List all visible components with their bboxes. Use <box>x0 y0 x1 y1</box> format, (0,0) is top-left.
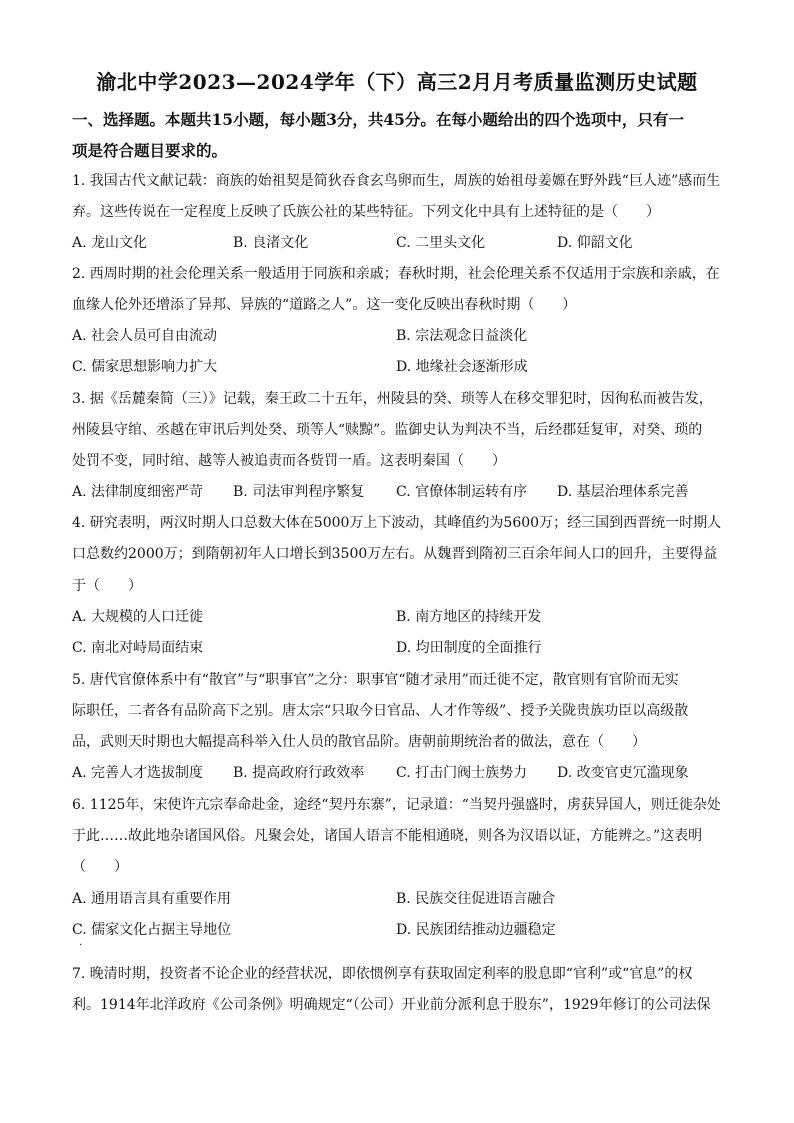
question-3-option-b: B. 司法审判程序繁复 <box>233 484 365 500</box>
question-2-option-b: B. 宗法观念日益淡化 <box>396 328 528 344</box>
question-5-line: 际职任，二者各有品阶高下之别。唐太宗“只取今日官品、人才作等级”、授予关陇贵族功臣以高级散 <box>72 703 689 719</box>
question-3-line: 3. 据《岳麓秦简（三）》记载，秦王政二十五年，州陵县的癸、琐等人在移交罪犯时，因徇私而被告发， <box>72 391 713 407</box>
question-6-option-c: C. 儒家文化占据主导地位 <box>72 922 232 938</box>
question-6-line: （ ） <box>72 859 128 875</box>
question-4-option-a: A. 大规模的人口迁徙 <box>72 609 204 625</box>
question-4-option-b: B. 南方地区的持续开发 <box>396 609 542 625</box>
question-7-line: 7. 晚清时期，投资者不论企业的经营状况，即依惯例享有获取固定利率的股息即“官利”或“官息”的权 <box>72 966 693 982</box>
question-1-option-c: C. 二里头文化 <box>396 235 486 251</box>
section-heading-line: 项是符合题目要求的。 <box>72 141 228 160</box>
section-heading <box>72 104 724 166</box>
question-1-option-b: B. 良渚文化 <box>233 235 309 251</box>
question-7-line: 利。1914年北洋政府《公司条例》明确规定“（公司）开业前分派利息于股东”，1929年修订的公司法保 <box>72 997 711 1013</box>
question-5-option-c: C. 打击门阀士族势力 <box>396 765 528 781</box>
question-1-line: 弃。这些传说在一定程度上反映了氏族公社的某些特征。下列文化中具有上述特征的是（ ） <box>72 204 660 220</box>
question-4-option-c: C. 南北对峙局面结束 <box>72 640 204 656</box>
question-3-option-d: D. 基层治理体系完善 <box>557 484 689 500</box>
question-1-option-d: D. 仰韶文化 <box>557 235 633 251</box>
question-6-option-b: B. 民族交往促进语言融合 <box>396 891 556 907</box>
question-5-line: 5. 唐代官僚体系中有“散官”与“职事官”之分：职事官“随才录用”而迁徙不定，散官则有官阶而无实 <box>72 672 679 688</box>
question-4-line: 口总数约2000万；到隋朝初年人口增长到3500万左右。从魏晋到隋初三百余年间人口的回升，主要得益 <box>72 546 718 562</box>
question-2-line: 血缘人伦外还增添了异邦、异族的“道路之人”。这一变化反映出春秋时期（ ） <box>72 297 577 313</box>
question-6-option-a: A. 通用语言具有重要作用 <box>72 891 232 907</box>
question-5-line: 品，武则天时期也大幅提高科举入仕人员的散官品阶。唐朝前期统治者的做法，意在（ ） <box>72 734 646 750</box>
question-1-line: 1. 我国古代文献记载：商族的始祖契是简狄吞食玄鸟卵而生，周族的始祖母姜嫄在野外践“巨人迹”感而生 <box>72 173 721 189</box>
question-6-line: 6. 1125年，宋使许亢宗奉命赴金，途经“契丹东寨”，记录道：“当契丹强盛时，虏获异国人，则迁徙杂处 <box>72 797 721 813</box>
question-4-line: 于（ ） <box>72 578 142 594</box>
question-5-option-b: B. 提高政府行政效率 <box>233 765 365 781</box>
question-2-option-d: D. 地缘社会逐渐形成 <box>396 359 528 375</box>
question-2-option-a: A. 社会人员可自由流动 <box>72 328 218 344</box>
question-2-option-c: C. 儒家思想影响力扩大 <box>72 359 218 375</box>
question-3-line: 处罚不变，同时绾、越等人被追责而各赀罚一盾。这表明秦国（ ） <box>72 453 506 469</box>
question-4-line: 4. 研究表明，两汉时期人口总数大体在5000万上下波动，其峰值约为5600万；经三国到西晋统一时期人 <box>72 515 722 531</box>
question-5-option-a: A. 完善人才选拔制度 <box>72 765 204 781</box>
section-heading-line: 一、选择题。本题共15小题，每小题3分，共45分。在每小题给出的四个选项中，只有一 <box>72 110 684 129</box>
question-6-option-d: D. 民族团结推动边疆稳定 <box>396 922 556 938</box>
question-3-line: 州陵县守绾、丞越在审讯后判处癸、琐等人“赎黥”。监御史认为判决不当，后经郡廷复审，对癸、琐的 <box>72 422 703 438</box>
question-4-option-d: D. 均田制度的全面推行 <box>396 640 542 656</box>
question-5-option-d: D. 改变官吏冗滥现象 <box>557 765 689 781</box>
question-3-option-c: C. 官僚体制运转有序 <box>396 484 528 500</box>
question-6-line: 于此……故此地杂诸国风俗。凡聚会处，诸国人语言不能相通晓，则各为汉语以证，方能辨之。”这表明 <box>72 828 703 844</box>
question-3-option-a: A. 法律制度细密严苛 <box>72 484 204 500</box>
page-title: 渝北中学2023—2024学年（下）高三2月月考质量监测历史试题 <box>96 70 698 94</box>
stray-mark: · <box>79 940 83 951</box>
question-1-option-a: A. 龙山文化 <box>72 235 148 251</box>
question-2-line: 2. 西周时期的社会伦理关系一般适用于同族和亲戚；春秋时期，社会伦理关系不仅适用于宗族和亲戚，在 <box>72 266 720 282</box>
